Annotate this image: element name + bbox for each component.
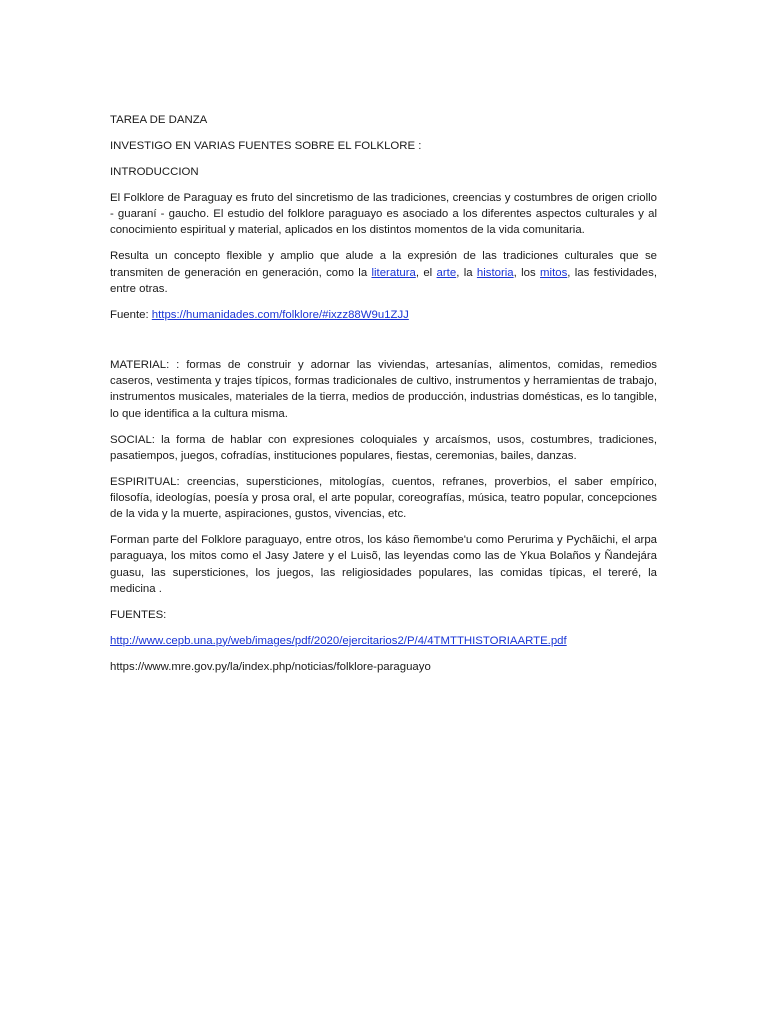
doc-title: TAREA DE DANZA <box>110 114 208 126</box>
fuente-line-1 <box>110 633 657 649</box>
material-paragraph: MATERIAL: : formas de construir y adornar las viviendas, artesanías, alimentos, comidas, remedios caseros, vestimenta y trajes típicos, formas tradicionales de cultivo, instrumentos y herramientas de trabajo, instrumentos musicales, materiales de la tierra, medios de producción, industrias domésticas, es lo tangible, lo que identifica a la cultura misma. <box>110 359 657 420</box>
source-line <box>110 307 657 323</box>
link-historia[interactable]: historia <box>476 266 514 279</box>
doc-subtitle: INVESTIGO EN VARIAS FUENTES SOBRE EL FOLKLORE : <box>110 140 422 152</box>
document-page <box>110 112 657 685</box>
concept-sep-1: , el <box>415 266 437 279</box>
section-intro-heading: INTRODUCCION <box>110 166 199 178</box>
forman-paragraph: Forman parte del Folklore paraguayo, entre otros, los káso ñemombe'u como Perurima y Pychãichi, el arpa paraguaya, los mitos como el Jasy Jatere y el Luisõ, las leyendas como las de Ykua Bolaños y Ñandejára guasu, las supersticiones, los juegos, las religiosidades populares, las comidas típicas, el tereré, la medicina . <box>110 534 657 595</box>
fuente-line-2: https://www.mre.gov.py/la/index.php/noticias/folklore-paraguayo <box>110 660 431 673</box>
source-link-humanidades[interactable]: https://humanidades.com/folklore/#ixzz88W9u1ZJJ <box>151 308 409 321</box>
concept-text-before: Resulta un concepto flexible y amplio que alude a la expresión de las tradiciones culturales que se transmiten de generación en generación, como la <box>110 250 657 279</box>
espiritual-paragraph: ESPIRITUAL: creencias, supersticiones, mitologías, cuentos, refranes, proverbios, el saber empírico, filosofía, ideologías, poesía y prosa oral, el arte popular, coreografías, música, teatro popular, concepciones de la vida y la muerte, aspiraciones, gustos, vivencias, etc. <box>110 475 657 521</box>
fuentes-heading: FUENTES: <box>110 608 167 621</box>
concept-text-after: , las festividades, entre otras. <box>110 266 657 295</box>
concept-sep-2: , la <box>456 266 477 279</box>
link-mitos[interactable]: mitos <box>540 266 568 279</box>
social-paragraph: SOCIAL: la forma de hablar con expresiones coloquiales y arcaísmos, usos, costumbres, tradiciones, pasatiempos, juegos, cofradías, instituciones populares, fiestas, ceremonias, bailes, danzas. <box>110 433 657 462</box>
link-literatura[interactable]: literatura <box>371 266 416 279</box>
concept-paragraph <box>110 248 657 297</box>
fuente-link-cepb[interactable]: http://www.cepb.una.py/web/images/pdf/2020/ejercitarios2/P/4/4TMTTHISTORIAARTE.pdf <box>110 634 567 647</box>
source-label: Fuente: <box>110 308 152 321</box>
link-arte[interactable]: arte <box>436 266 457 279</box>
intro-paragraph: El Folklore de Paraguay es fruto del sincretismo de las tradiciones, creencias y costumbres de origen criollo - guaraní - gaucho. El estudio del folklore paraguayo es asociado a los diferentes aspectos culturales y al conocimiento espiritual y material, aplicados en los distintos momentos de la vida comunitaria. <box>110 192 657 237</box>
concept-sep-3: , los <box>513 266 541 279</box>
